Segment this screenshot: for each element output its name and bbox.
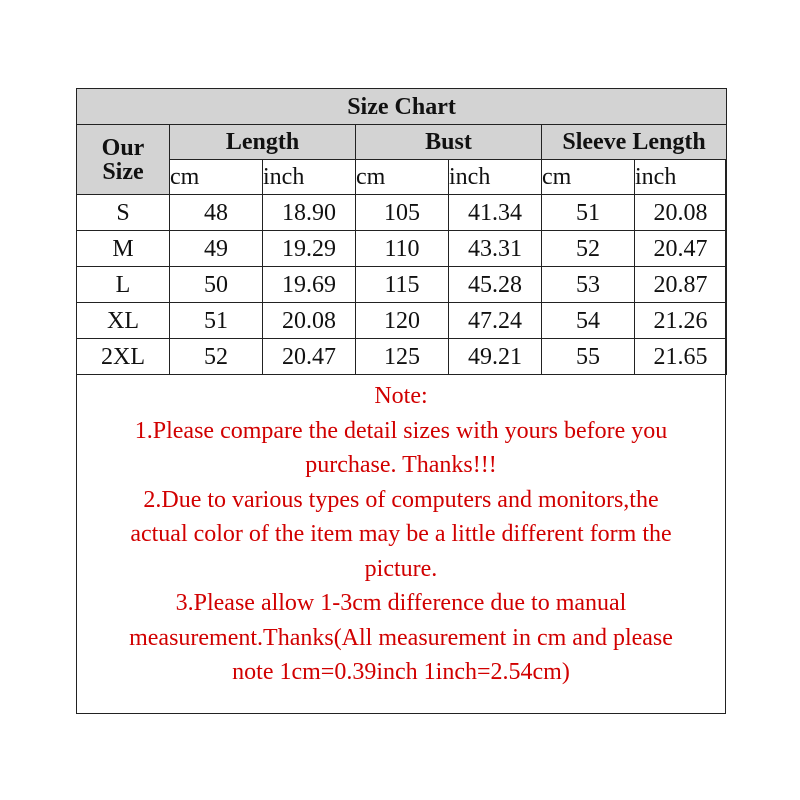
unit-cell: inch [263,160,356,195]
note-line: actual color of the item may be a little different form the [130,521,672,547]
value-cell: 54 [542,303,635,339]
value-cell: 20.08 [635,195,727,231]
note-line: purchase. Thanks!!! [305,452,497,478]
value-cell: 52 [542,231,635,267]
note-line: 2.Due to various types of computers and monitors,the [143,486,659,513]
size-chart [76,88,726,714]
table-row [77,195,727,231]
value-cell: 55 [542,339,635,375]
value-cell: 53 [542,267,635,303]
value-cell: 110 [356,231,449,267]
note-section [77,379,725,690]
value-cell: 43.31 [449,231,542,267]
value-cell: 115 [356,267,449,303]
table-row [77,303,727,339]
value-cell: 18.90 [263,195,356,231]
table-row [77,267,727,303]
our-size-line1: Our [101,134,145,161]
note-line: 3.Please allow 1-3cm difference due to manual [175,590,627,616]
value-cell: 21.26 [635,303,727,339]
size-label: L [77,267,170,303]
table-row [77,231,727,267]
note-line: 1.Please compare the detail sizes with yours before you [134,417,668,444]
note-line: picture. [364,555,438,582]
size-label: XL [77,303,170,339]
size-label: 2XL [77,339,170,375]
value-cell: 20.47 [635,231,727,267]
table-row [77,339,727,375]
value-cell: 120 [356,303,449,339]
value-cell: 50 [170,267,263,303]
unit-cell: cm [542,160,635,195]
value-cell: 20.08 [263,303,356,339]
value-cell: 47.24 [449,303,542,339]
unit-cell: inch [635,160,727,195]
value-cell: 49.21 [449,339,542,375]
bust-header: Bust [356,125,542,160]
value-cell: 19.69 [263,267,356,303]
length-header: Length [170,125,356,160]
value-cell: 51 [170,303,263,339]
size-table [76,88,727,375]
value-cell: 105 [356,195,449,231]
note-line: note 1cm=0.39inch 1inch=2.54cm) [232,659,570,685]
sleeve-length-header: Sleeve Length [542,125,727,160]
value-cell: 49 [170,231,263,267]
value-cell: 41.34 [449,195,542,231]
value-cell: 51 [542,195,635,231]
unit-cell: cm [170,160,263,195]
value-cell: 20.87 [635,267,727,303]
note-heading: Note: [374,383,428,409]
value-cell: 20.47 [263,339,356,375]
value-cell: 48 [170,195,263,231]
note-line: measurement.Thanks(All measurement in cm and please [129,624,673,651]
value-cell: 19.29 [263,231,356,267]
chart-title: Size Chart [77,89,727,125]
value-cell: 21.65 [635,339,727,375]
size-label: S [77,195,170,231]
unit-cell: cm [356,160,449,195]
our-size-line2: Size [102,158,144,185]
value-cell: 45.28 [449,267,542,303]
our-size-header [77,125,170,195]
value-cell: 52 [170,339,263,375]
unit-cell: inch [449,160,542,195]
size-label: M [77,231,170,267]
value-cell: 125 [356,339,449,375]
